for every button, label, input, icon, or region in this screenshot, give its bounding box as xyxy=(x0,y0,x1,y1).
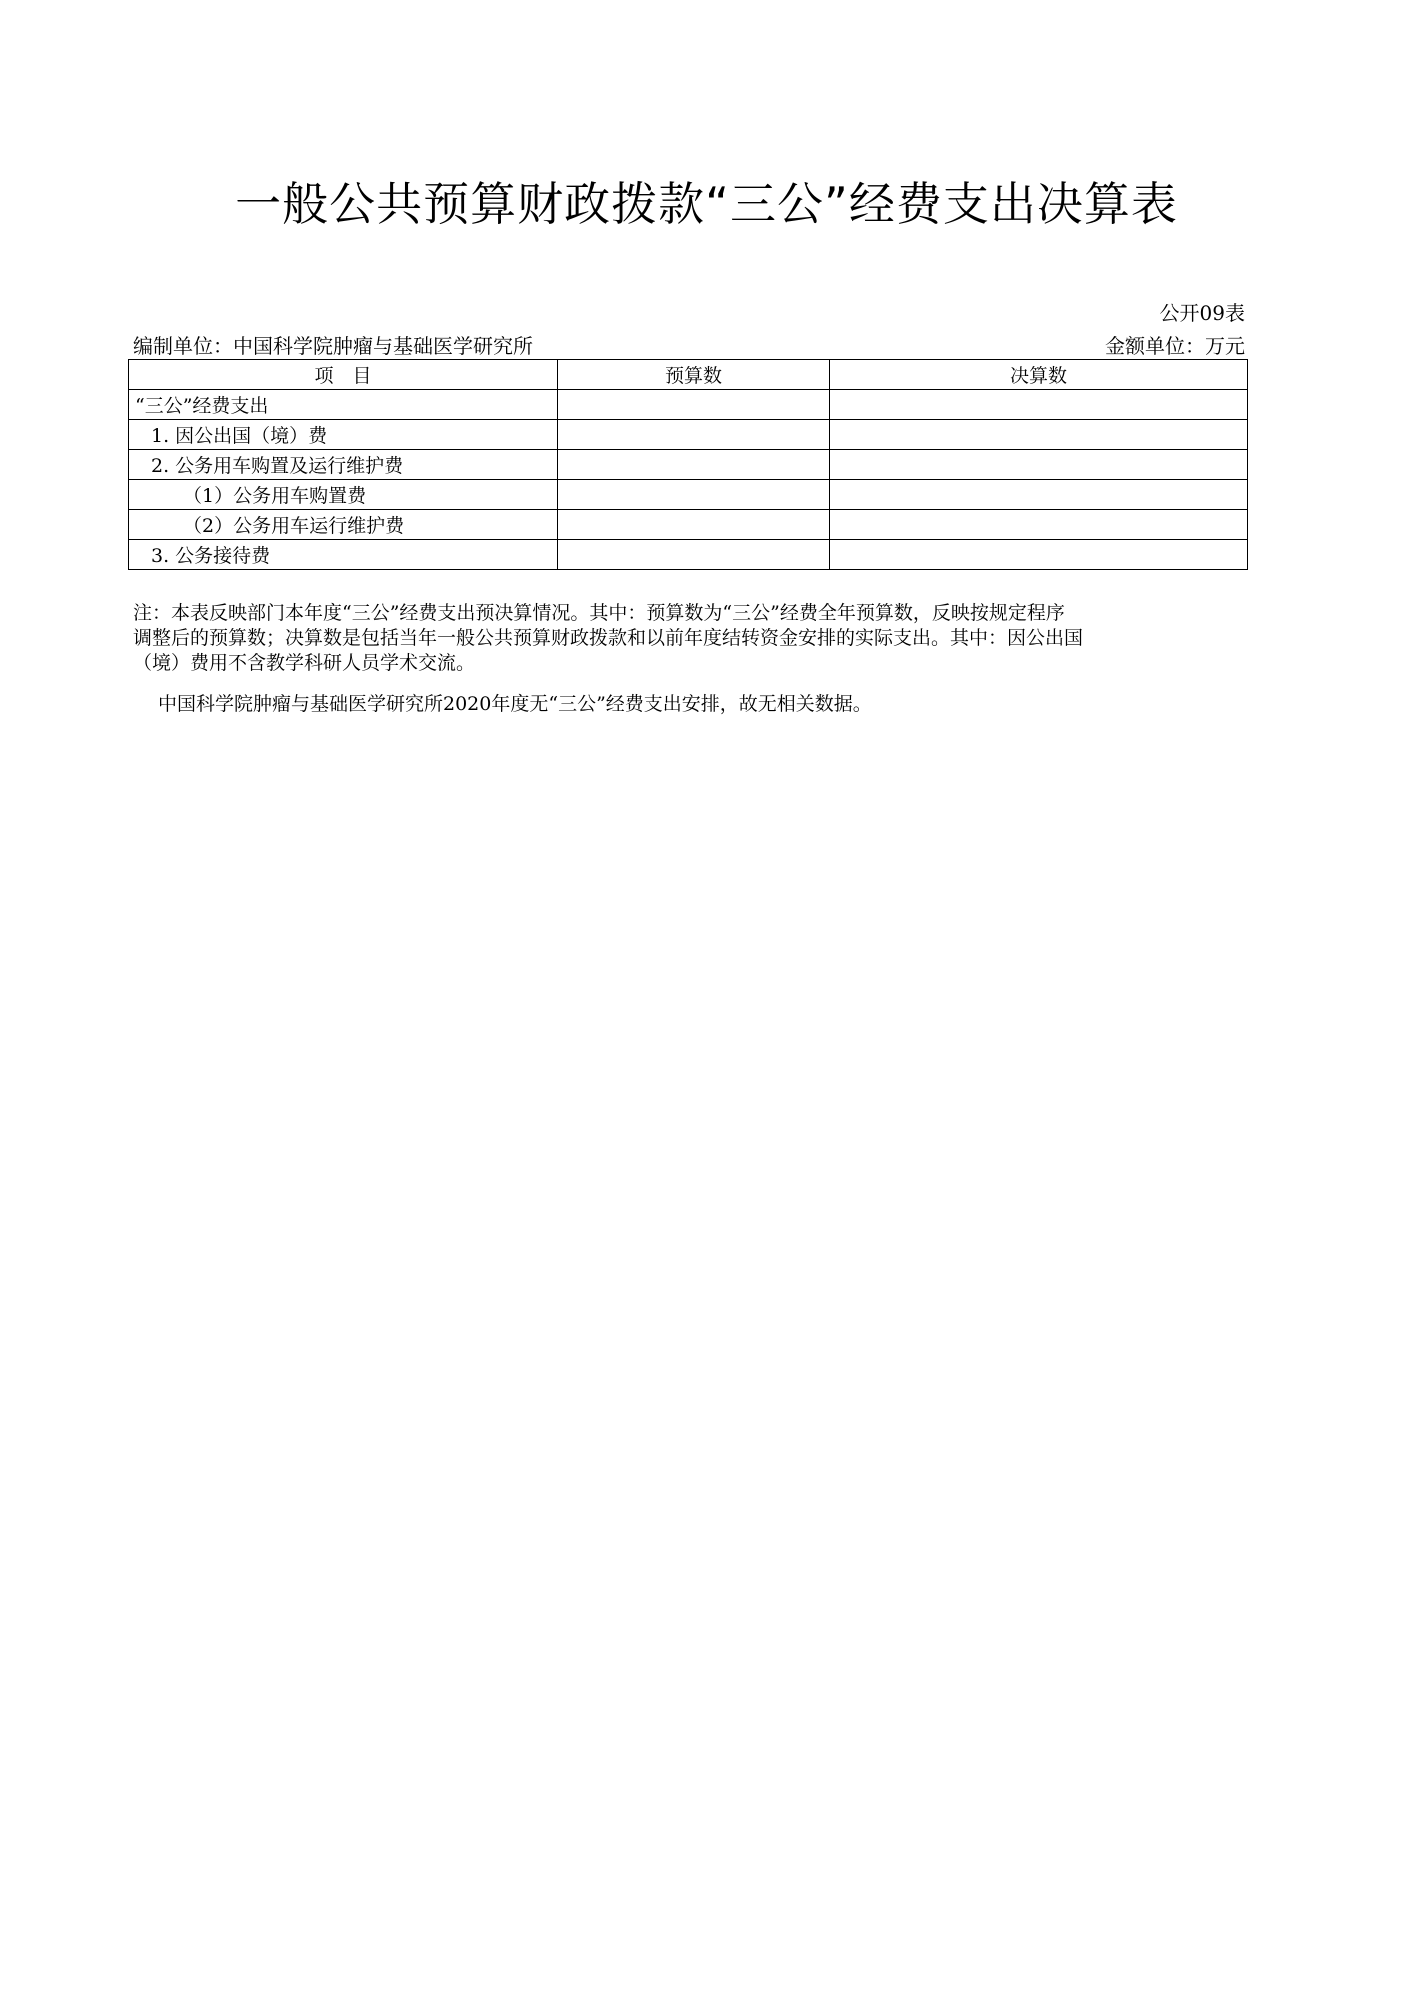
three-public-expenditure-table xyxy=(128,359,1248,570)
header-budget: 预算数 xyxy=(558,360,830,390)
table-row xyxy=(129,480,1248,510)
row-final xyxy=(830,420,1248,450)
row-budget xyxy=(558,420,830,450)
table-row xyxy=(129,450,1248,480)
table-row xyxy=(129,390,1248,420)
header-item: 项 目 xyxy=(129,360,558,390)
note-line: 调整后的预算数；决算数是包括当年一般公共预算财政拨款和以前年度结转资金安排的实际支出。其中：因公出国 xyxy=(133,627,1084,649)
row-budget xyxy=(558,450,830,480)
row-budget xyxy=(558,540,830,570)
row-budget xyxy=(558,510,830,540)
row-item: （2）公务用车运行维护费 xyxy=(129,510,558,540)
compiling-unit: 编制单位：中国科学院肿瘤与基础医学研究所 xyxy=(133,334,533,358)
row-final xyxy=(830,510,1248,540)
row-item: “三公”经费支出 xyxy=(129,390,558,420)
row-final xyxy=(830,390,1248,420)
row-item: 1. 因公出国（境）费 xyxy=(129,420,558,450)
row-item: （1）公务用车购置费 xyxy=(129,480,558,510)
row-budget xyxy=(558,480,830,510)
form-number: 公开09表 xyxy=(1159,301,1245,325)
amount-unit: 金额单位：万元 xyxy=(1105,334,1245,358)
row-item: 3. 公务接待费 xyxy=(129,540,558,570)
row-final xyxy=(830,540,1248,570)
table-header-row xyxy=(129,360,1248,390)
no-expenditure-statement: 中国科学院肿瘤与基础医学研究所2020年度无“三公”经费支出安排，故无相关数据。 xyxy=(158,693,872,715)
row-item: 2. 公务用车购置及运行维护费 xyxy=(129,450,558,480)
row-final xyxy=(830,450,1248,480)
table-row xyxy=(129,420,1248,450)
page-title: 一般公共预算财政拨款“三公”经费支出决算表 xyxy=(235,177,1178,231)
header-final: 决算数 xyxy=(830,360,1248,390)
note-line: 注：本表反映部门本年度“三公”经费支出预决算情况。其中：预算数为“三公”经费全年预算数，反映按规定程序 xyxy=(133,602,1065,624)
table-note xyxy=(133,601,1245,676)
meta-row xyxy=(133,333,1245,359)
note-line: （境）费用不含教学科研人员学术交流。 xyxy=(133,652,476,674)
row-budget xyxy=(558,390,830,420)
table-row xyxy=(129,540,1248,570)
table-row xyxy=(129,510,1248,540)
row-final xyxy=(830,480,1248,510)
